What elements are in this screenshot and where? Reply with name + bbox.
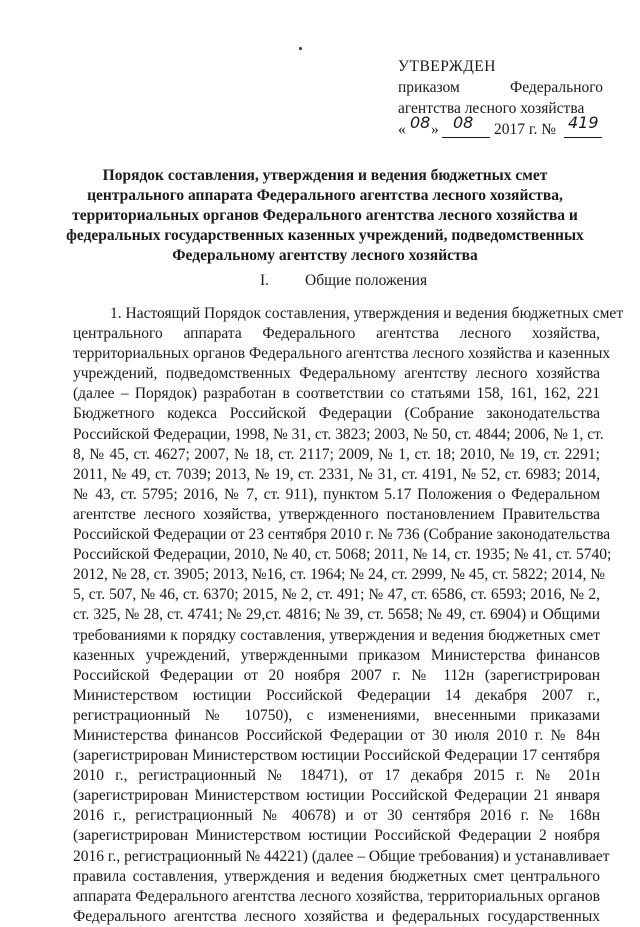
approval-title: УТВЕРЖДЕН	[398, 58, 496, 75]
paragraph-line: территориальных органов Федерального агентства лесного хозяйства и казенных	[73, 345, 611, 363]
paragraph-line: правила составления, утверждения и ведения бюджетных смет центрального	[73, 867, 600, 885]
year-and-number-label: 2017 г. №	[494, 121, 557, 138]
handwritten-number: 419	[568, 113, 599, 132]
date-open-quote: «	[398, 121, 406, 138]
paragraph-line: 8, № 45, ст. 4627; 2007, № 18, ст. 2117; 2009, № 1, ст. 18; 2010, № 19, ст. 2291;	[73, 445, 600, 463]
paragraph-line: регистрационный № 10750), с изменениями, внесенными приказами	[73, 706, 600, 724]
paragraph-line: казенных учреждений, утвержденными приказом Министерства финансов	[73, 646, 600, 664]
approval-date-line	[398, 113, 603, 141]
title-line: Федеральному агентству лесного хозяйства	[172, 247, 478, 264]
section-title: Общие положения	[305, 272, 428, 289]
handwritten-month: 08	[453, 113, 474, 132]
number-underline	[564, 137, 602, 138]
handwritten-day: 08	[410, 113, 431, 132]
approval-agency-line: агентства лесного хозяйства	[398, 100, 585, 117]
title-line: территориальных органов Федерального агентства лесного хозяйства и	[72, 207, 578, 224]
paragraph-line: 2016 г., регистрационный № 44221) (далее – Общие требования) и устанавливает	[73, 847, 610, 865]
paragraph-line: центрального аппарата Федерального агентства лесного хозяйства,	[73, 325, 600, 343]
paragraph-line: № 43, ст. 5795; 2016, № 7, ст. 911), пунктом 5.17 Положения о Федеральном	[73, 485, 600, 503]
paragraph-line: (зарегистрирован Министерством юстиции Российской Федерации 21 января	[73, 787, 600, 805]
paragraph-line: Российской Федерации, 1998, № 31, ст. 3823; 2003, № 50, ст. 4844; 2006, № 1, ст.	[73, 425, 604, 443]
date-close-quote: »	[431, 121, 439, 138]
paragraph-line: учреждений, подведомственных Федеральному агентству лесного хозяйства	[73, 365, 600, 383]
paragraph-line: Российской Федерации, 2010, № 40, ст. 5068; 2011, № 14, ст. 1935; № 41, ст. 5740;	[73, 546, 612, 564]
title-line: федеральных государственных казенных учреждений, подведомственных	[66, 227, 584, 244]
paragraph-line: (зарегистрирован Министерством юстиции Российской Федерации 17 сентября	[73, 747, 600, 765]
paragraph-line: (зарегистрирован Министерством юстиции Российской Федерации 2 ноября	[73, 827, 600, 845]
paragraph-line: 2012, № 28, ст. 3905; 2013, №16, ст. 1964; № 24, ст. 2999, № 45, ст. 5822; 2014, №	[73, 566, 606, 584]
body-paragraph	[73, 304, 624, 927]
paragraph-line: ст. 325, № 28, ст. 4741; № 29,ст. 4816; № 39, ст. 5658; № 49, ст. 6904) и Общими	[73, 606, 600, 624]
paragraph-line: Министерства финансов Российской Федерации от 30 июля 2010 г. № 84н	[73, 726, 600, 744]
paragraph-line: 1. Настоящий Порядок составления, утверждения и ведения бюджетных смет	[110, 305, 624, 322]
scan-speck	[299, 47, 302, 50]
approval-order-word: приказом	[398, 79, 460, 96]
approval-federal-word: Федерального	[509, 79, 603, 96]
title-line: Порядок составления, утверждения и ведения бюджетных смет	[102, 167, 548, 184]
paragraph-line: 2010 г., регистрационный № 18471), от 17 декабря 2015 г. № 201н	[73, 767, 600, 785]
paragraph-line: 2011, № 49, ст. 7039; 2013, № 19, ст. 2331, № 31, ст. 4191, № 52, ст. 6983; 2014,	[73, 465, 600, 483]
paragraph-line: Российской Федерации от 23 сентября 2010 г. № 736 (Собрание законодательства	[73, 526, 611, 544]
paragraph-line: 2016 г., регистрационный № 40678) и от 30 сентября 2016 г. № 168н	[73, 807, 600, 825]
paragraph-line: Российской Федерации от 20 ноября 2007 г. № 112н (зарегистрирован	[73, 666, 600, 684]
paragraph-line: агентстве лесного хозяйства, утвержденного постановлением Правительства	[73, 505, 600, 523]
paragraph-line: 5, ст. 507, № 46, ст. 6370; 2015, № 2, ст. 491; № 47, ст. 6586, ст. 6593; 2016, № 2,	[73, 586, 600, 604]
title-line: центрального аппарата Федерального агентства лесного хозяйства,	[87, 187, 563, 204]
section-number: I.	[260, 272, 270, 289]
paragraph-line: Министерством юстиции Российской Федерации 14 декабря 2007 г.,	[73, 686, 600, 704]
paragraph-line: Федерального агентства лесного хозяйства и федеральных государственных	[73, 907, 600, 925]
month-underline	[442, 137, 490, 138]
approval-stamp-block	[398, 56, 603, 141]
approval-line-order	[398, 77, 603, 98]
paragraph-line: аппарата Федерального агентства лесного хозяйства, территориальных органов	[73, 887, 600, 905]
paragraph-line: Бюджетного кодекса Российской Федерации (Собрание законодательства	[73, 405, 600, 423]
paragraph-line: требованиями к порядку составления, утверждения и ведения бюджетных смет	[73, 626, 600, 644]
document-title	[60, 166, 590, 266]
paragraph-line: (далее – Порядок) разработан в соответствии со статьями 158, 161, 162, 221	[73, 385, 600, 403]
